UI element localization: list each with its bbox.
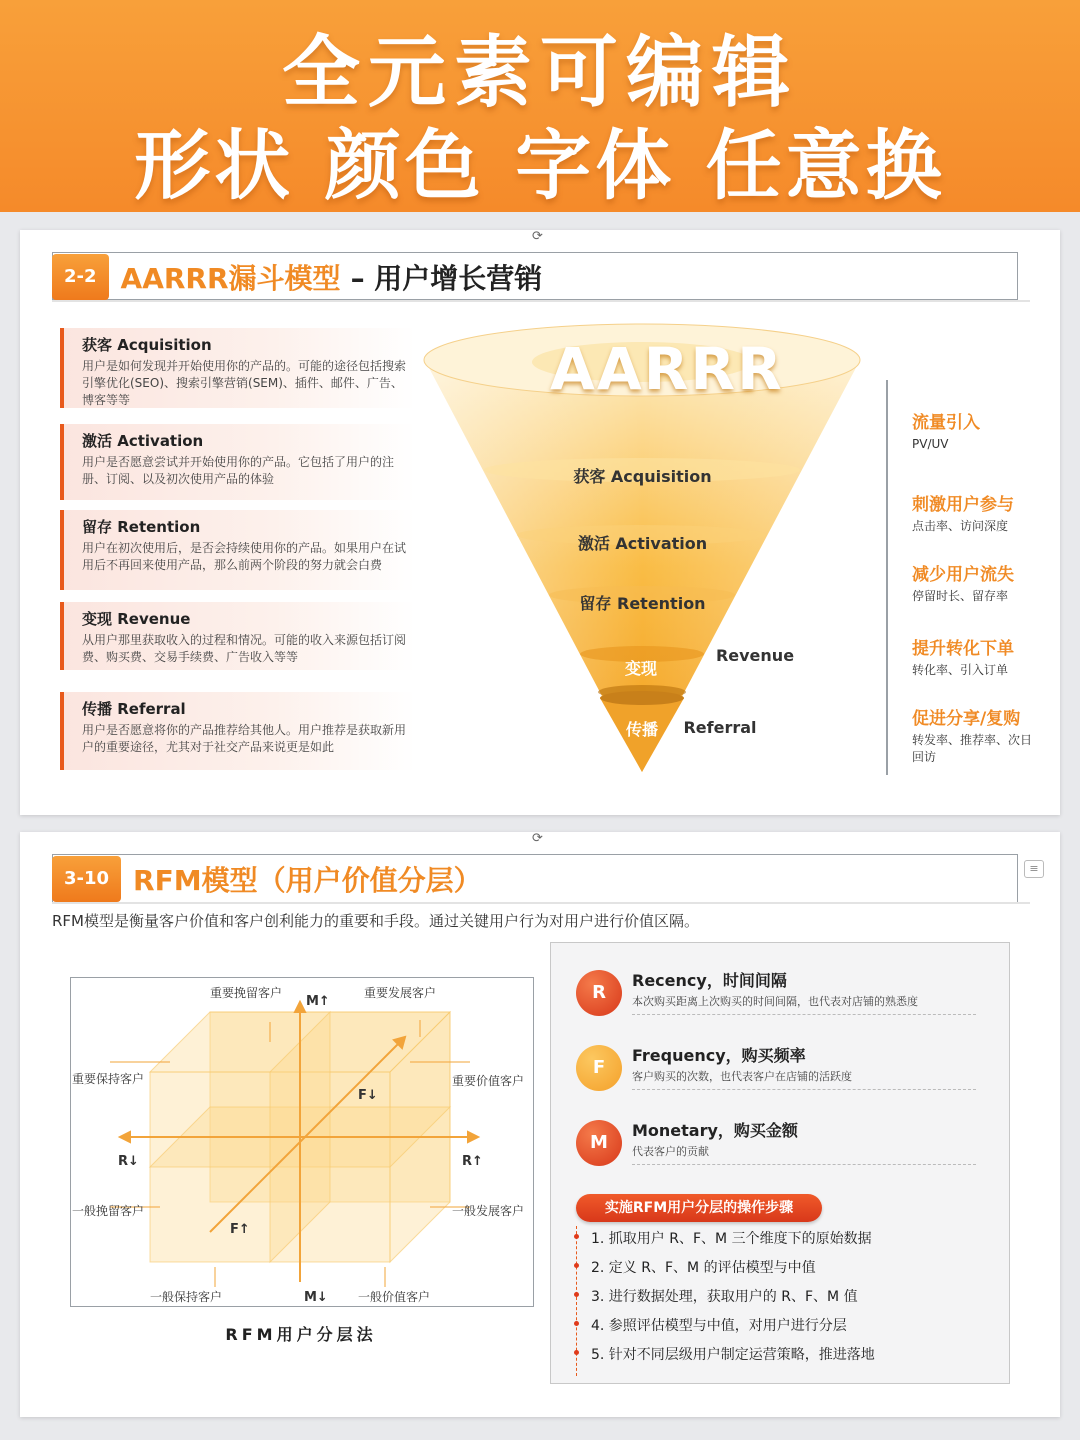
axis-r-arrow-right: [468, 1132, 478, 1142]
metric-title: Frequency，购买频率: [632, 1046, 806, 1065]
outcome-metrics: 停留时长、留存率: [912, 589, 1009, 603]
axis-r-arrow-left: [120, 1132, 130, 1142]
metric-letter-badge: R: [576, 970, 622, 1016]
metric-letter-badge: F: [576, 1045, 622, 1091]
rfm-cube[interactable]: [110, 992, 490, 1292]
slide-title-main[interactable]: AARRR漏斗模型: [120, 262, 341, 295]
layout-options-icon[interactable]: ≡: [1024, 860, 1044, 878]
outcome-title: 刺激用户参与: [912, 495, 1014, 515]
stage-desc-retention[interactable]: [60, 510, 415, 590]
label-general-keep[interactable]: 一般保持客户: [150, 1290, 223, 1304]
label-important-develop[interactable]: 重要发展客户: [364, 986, 437, 1000]
metric-frequency[interactable]: [572, 1039, 986, 1101]
metric-desc: 客户购买的次数，也代表客户在店铺的活跃度: [632, 1070, 852, 1083]
outcome-metrics: 转化率、引入订单: [912, 663, 1009, 677]
outcome-metrics: 点击率、访问深度: [912, 519, 1009, 533]
steps-title-pill[interactable]: 实施RFM用户分层的操作步骤: [576, 1194, 822, 1222]
label-r-down: R↓: [118, 1154, 139, 1169]
steps-list[interactable]: [576, 1226, 916, 1376]
label-important-retain[interactable]: 重要挽留客户: [210, 986, 283, 1000]
stage-desc-revenue[interactable]: [60, 602, 415, 670]
outcome-share[interactable]: [912, 704, 1032, 766]
stage-desc-activation[interactable]: [60, 424, 415, 500]
axis-m-arrow: [295, 1002, 305, 1012]
banner-line-1: 全元素可编辑: [281, 28, 798, 118]
stage-desc-text: 用户是如何发现并开始使用你的产品的。可能的途径包括搜索引擎优化(SEO)、搜索引擎营销(SEM)、插件、邮件、广告、博客等等: [82, 359, 407, 407]
label-general-retain[interactable]: 一般挽留客户: [72, 1204, 145, 1218]
funnel-tip-top: [600, 691, 684, 705]
step-item[interactable]: 3. 进行数据处理，获取用户的 R、F、M 值: [591, 1286, 858, 1306]
label-f-up: F↑: [230, 1222, 250, 1237]
rfm-method-title[interactable]: RFM用户分层法: [225, 1325, 377, 1344]
rfm-intro[interactable]: RFM模型是衡量客户价值和客户创利能力的重要和手段。通过关键用户行为对用户进行价值区隔。: [52, 912, 699, 930]
label-r-up: R↑: [462, 1154, 483, 1169]
outcome-metrics: 转发率、推荐率、次日回访: [912, 733, 1033, 764]
slide-header[interactable]: [52, 254, 542, 300]
metric-recency[interactable]: [572, 964, 986, 1026]
funnel-label-revenue-cn[interactable]: 变现: [624, 659, 657, 678]
stage-desc-text: 用户是否愿意将你的产品推荐给其他人。用户推荐是获取新用户的重要途径，尤其对于社交产品来说更是如此: [82, 723, 407, 754]
section-badge: 2-2: [52, 254, 109, 300]
funnel-label-activation[interactable]: 激活 Activation: [577, 534, 708, 553]
outcome-engagement[interactable]: [912, 490, 1014, 535]
label-f-down: F↓: [358, 1088, 378, 1103]
stage-desc-title: 传播 Referral: [82, 700, 186, 718]
slide-header[interactable]: [52, 856, 482, 902]
promo-banner: [0, 0, 1080, 212]
funnel-word-aarrr[interactable]: AARRR: [550, 335, 784, 403]
rotate-handle-icon[interactable]: ⟳: [532, 230, 543, 244]
label-m-down: M↓: [304, 1290, 328, 1305]
metric-letter-badge: M: [576, 1120, 622, 1166]
stage-desc-acquisition[interactable]: [60, 328, 415, 408]
stage-desc-title: 留存 Retention: [82, 518, 201, 536]
label-m-up: M↑: [306, 994, 330, 1009]
step-item[interactable]: 1. 抓取用户 R、F、M 三个维度下的原始数据: [591, 1228, 872, 1248]
step-item[interactable]: 2. 定义 R、F、M 的评估模型与中值: [591, 1257, 816, 1277]
outcome-title: 提升转化下单: [912, 639, 1014, 659]
rotate-handle-icon[interactable]: ⟳: [532, 832, 543, 846]
outcome-title: 促进分享/复购: [912, 709, 1021, 729]
funnel-label-acquisition[interactable]: 获客 Acquisition: [573, 467, 712, 486]
slide-title-main[interactable]: RFM模型（用户价值分层）: [133, 864, 482, 897]
funnel-label-referral-cn[interactable]: 传播: [625, 720, 658, 739]
step-item[interactable]: 4. 参照评估模型与中值，对用户进行分层: [591, 1315, 847, 1335]
stage-desc-text: 从用户那里获取收入的过程和情况。可能的收入来源包括订阅费、购买费、交易手续费、广告收入等等: [82, 633, 407, 664]
outcome-traffic[interactable]: [912, 408, 980, 453]
section-badge: 3-10: [52, 856, 121, 902]
slide-rfm[interactable]: [20, 832, 1060, 1417]
label-important-keep[interactable]: 重要保持客户: [72, 1072, 145, 1086]
outcome-metrics: PV/UV: [912, 437, 949, 451]
slide-title-sub[interactable]: – 用户增长营销: [350, 262, 543, 295]
stage-desc-title: 激活 Activation: [82, 432, 204, 450]
stage-desc-title: 获客 Acquisition: [82, 336, 212, 354]
label-general-value[interactable]: 一般价值客户: [358, 1290, 431, 1304]
metric-monetary[interactable]: [572, 1114, 986, 1176]
stage-desc-text: 用户是否愿意尝试并开始使用你的产品。它包括了用户的注册、订阅、以及初次使用产品的体验: [82, 455, 395, 486]
funnel-label-revenue-en[interactable]: Revenue: [715, 646, 795, 665]
slide-aarrr[interactable]: [20, 230, 1060, 815]
stage-desc-title: 变现 Revenue: [82, 610, 191, 628]
outcome-title: 减少用户流失: [912, 565, 1014, 585]
label-important-value[interactable]: 重要价值客户: [452, 1074, 525, 1088]
metric-desc: 本次购买距离上次购买的时间间隔，也代表对店铺的熟悉度: [632, 995, 918, 1008]
funnel-label-referral-en[interactable]: Referral: [683, 718, 757, 737]
metric-title: Monetary，购买金额: [632, 1121, 798, 1140]
banner-line-2: 形状 颜色 字体 任意换: [134, 121, 946, 210]
metric-desc: 代表客户的贡献: [632, 1145, 709, 1158]
metric-title: Recency，时间间隔: [632, 971, 787, 990]
outcome-title: 流量引入: [912, 413, 980, 433]
stage-desc-referral[interactable]: [60, 692, 415, 770]
outcome-conversion[interactable]: [912, 634, 1014, 679]
label-general-develop[interactable]: 一般发展客户: [452, 1204, 525, 1218]
step-item[interactable]: 5. 针对不同层级用户制定运营策略，推进落地: [591, 1344, 875, 1364]
funnel-label-retention[interactable]: 留存 Retention: [579, 594, 706, 613]
outcome-retention[interactable]: [912, 560, 1014, 605]
stage-desc-text: 用户在初次使用后，是否会持续使用你的产品。如果用户在试用后不再回来使用产品，那么前两个阶段的努力就会白费: [82, 541, 407, 572]
